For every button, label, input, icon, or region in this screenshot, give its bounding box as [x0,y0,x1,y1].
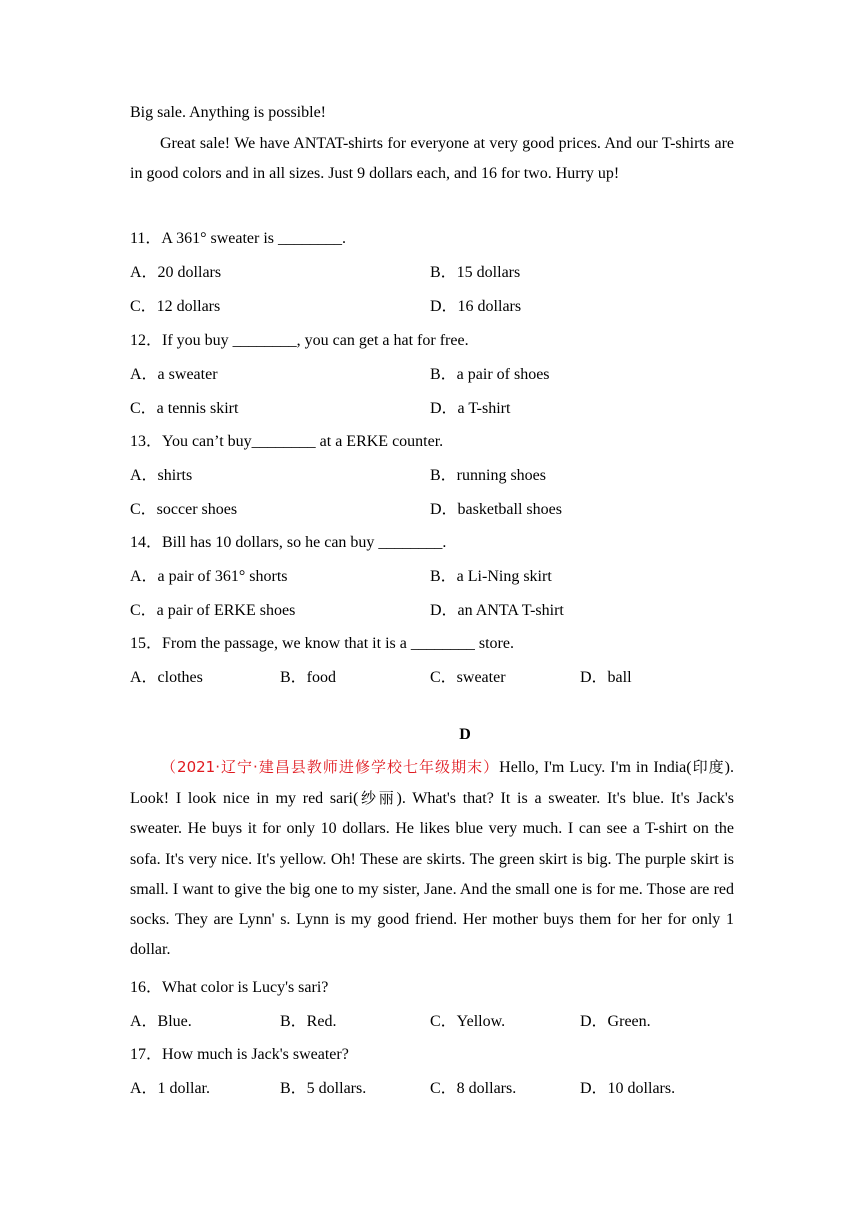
passage-text-3: ). What's that? It is a sweater. It's blue. It's Jack's sweater. He buys it for only 10 dollars. He likes blue very much. I can see a T-shirt on the sofa. It's very nice. It's yellow. Oh! These are skirts. The green skirt is big. The purple skirt is small. I want to give the big one to my sister, Jane. And the small one is for me. Those are red socks. They are Lynn' s. Lynn is my good friend. Her mother buys them for her for only 1 dollar. [130,790,734,959]
passage-cjk-india: 印度 [691,758,725,776]
sale-paragraph-text: Great sale! We have ANTAT-shirts for everyone at very good prices. And our T-shirts are in good colors and in all sizes. Just 9 dollars each, and 16 for two. Hurry up! [130,135,734,182]
question-16-stem: 16．What color is Lucy's sari? [130,979,329,996]
question-15-option-b: B．food [280,669,337,686]
question-17-option-a: A．1 dollar. [130,1080,210,1097]
question-12-option-c: C．a tennis skirt [130,400,239,417]
question-14-option-c: C．a pair of ERKE shoes [130,602,296,619]
question-15-option-d: D．ball [580,669,632,686]
question-17-stem: 17．How much is Jack's sweater? [130,1046,349,1063]
question-17-option-c: C．8 dollars. [430,1080,517,1097]
question-13-option-a: A．shirts [130,467,193,484]
sale-paragraph [130,129,734,189]
question-11-option-d: D．16 dollars [430,298,522,315]
question-11-option-b: B．15 dollars [430,264,521,281]
question-17-option-b: B．5 dollars. [280,1080,367,1097]
question-17-option-d: D．10 dollars. [580,1080,676,1097]
question-11-option-a: A．20 dollars [130,264,222,281]
question-11-option-c: C．12 dollars [130,298,221,315]
passage-text-1: Hello, I'm Lucy. I'm in India( [499,759,692,776]
question-14-option-a: A．a pair of 361° shorts [130,568,288,585]
question-13-option-c: C．soccer shoes [130,501,238,518]
sale-headline: Big sale. Anything is possible! [130,104,326,121]
question-13-stem: 13．You can’t buy________ at a ERKE counter. [130,433,444,450]
section-d-title: D [459,726,471,743]
question-16-option-c: C．Yellow. [430,1013,506,1030]
question-14-stem: 14．Bill has 10 dollars, so he can buy ________. [130,534,447,551]
passage-cjk-sari: 纱丽 [358,789,397,808]
passage-text-2: ). Look! I look nice in my red sari( [130,759,734,808]
question-16-option-b: B．Red. [280,1013,337,1030]
question-14-option-d: D．an ANTA T-shirt [430,602,564,619]
question-15-option-a: A．clothes [130,669,203,686]
question-14-option-b: B．a Li-Ning skirt [430,568,552,585]
section-d-passage [130,752,734,965]
question-12-option-b: B．a pair of shoes [430,366,550,383]
question-16-option-d: D．Green. [580,1013,651,1030]
question-12-option-a: A．a sweater [130,366,218,383]
question-13-option-d: D．basketball shoes [430,501,562,518]
passage-source: （2021·辽宁·建昌县教师进修学校七年级期末） [160,758,500,776]
question-15-option-c: C．sweater [430,669,506,686]
question-11-stem: 11．A 361° sweater is ________. [130,230,347,247]
question-13-option-b: B．running shoes [430,467,547,484]
question-12-option-d: D．a T-shirt [430,400,511,417]
question-15-stem: 15．From the passage, we know that it is a ________ store. [130,635,514,652]
question-12-stem: 12．If you buy ________, you can get a hat for free. [130,332,469,349]
question-16-option-a: A．Blue. [130,1013,192,1030]
